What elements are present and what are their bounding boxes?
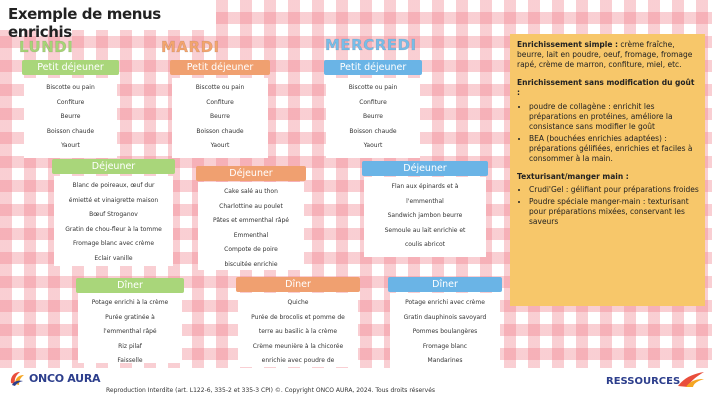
- menu-item: Crème meunière à la chicorée: [252, 342, 344, 350]
- menu-item: Eclair vanille: [94, 254, 133, 262]
- simple-enrichment-text: crème fraîche, beurre, lait en poudre, oeuf, fromage, fromage rapé, crème de marron, confiture, miel, etc.: [517, 40, 693, 69]
- menu-item: émietté et vinaigrette maison: [68, 196, 159, 204]
- menu-item: Mandarines: [427, 357, 463, 364]
- menu-item: Pommes boulangères: [412, 328, 478, 335]
- monday-dinner-list: [78, 293, 182, 363]
- onco-aura-logo-text: ONCO AURA: [29, 371, 101, 385]
- menu-item: coulis abricot: [404, 241, 446, 248]
- menu-item: Boisson chaude: [46, 127, 95, 135]
- day-monday: LUNDI: [19, 38, 74, 56]
- menu-item: Yaourt: [210, 142, 230, 149]
- menu-item: Purée de brocolis et pomme de: [251, 313, 345, 321]
- monday-breakfast-list: [24, 78, 117, 158]
- menu-item: enrichie avec poudre de: [261, 357, 335, 364]
- menu-item: Confiture: [206, 98, 234, 106]
- menu-item: Blanc de poireaux, œuf dur: [72, 182, 155, 189]
- texture-title: Texturisant/manger main :: [517, 172, 629, 181]
- nomod-enrichment-title: Enrichissement sans modification du goût :: [517, 78, 695, 97]
- menu-item: Charlottine au poulet: [219, 202, 283, 210]
- simple-enrichment: [517, 40, 699, 70]
- tuesday-dinner-list: [238, 293, 358, 367]
- tuesday-dinner-header: Dîner: [236, 277, 360, 292]
- texture-list: [517, 185, 699, 227]
- menu-item: Gratin dauphinois savoyard: [403, 313, 487, 321]
- tuesday-lunch-list: [198, 182, 304, 270]
- menu-item: l'emmenthal: [406, 197, 444, 205]
- menu-item: Fromage blanc avec crème: [72, 240, 155, 247]
- menu-item: Boisson chaude: [196, 127, 244, 135]
- menu-item: terre au basilic à la crème: [258, 328, 338, 335]
- simple-enrichment-title: Enrichissement simple :: [517, 40, 619, 49]
- menu-item: Potage enrichi avec crème: [405, 299, 485, 306]
- menu-item: Semoule au lait enrichie et: [384, 226, 466, 234]
- menu-item: biscuitée enrichie: [224, 260, 278, 268]
- menu-item: Biscotte ou pain: [348, 84, 398, 91]
- day-tuesday: MARDI: [161, 38, 220, 56]
- menu-item: Pâtes et emmenthal râpé: [213, 217, 289, 224]
- wednesday-breakfast-list: [326, 78, 420, 158]
- menu-item: Purée gratinée à: [105, 313, 155, 321]
- menu-item: Flan aux épinards et à: [391, 183, 459, 190]
- list-item: • BEA (bouchées enrichies adaptées) : préparations gélifiées, enrichies et faciles à consommer à la main.: [529, 134, 699, 164]
- menu-item: Sandwich jambon beurre: [387, 212, 463, 219]
- tuesday-lunch-header: Déjeuner: [196, 166, 306, 181]
- wednesday-dinner-header: Dîner: [388, 277, 502, 292]
- menu-item: Beurre: [60, 113, 81, 120]
- menu-item: Fromage blanc: [422, 342, 468, 350]
- monday-lunch-header: Déjeuner: [52, 159, 175, 174]
- menu-item: Biscotte ou pain: [46, 84, 95, 91]
- page-title: Exemple de menus enrichis: [0, 0, 216, 30]
- menu-item: Biscotte ou pain: [195, 84, 245, 91]
- menu-item: Potage enrichi à la crème: [91, 299, 169, 306]
- tuesday-breakfast-header: Petit déjeuner: [170, 60, 270, 75]
- wednesday-breakfast-header: Petit déjeuner: [324, 60, 422, 75]
- list-item: • Poudre spéciale manger-main : texturisant pour préparations mixées, conservant les saveurs: [529, 197, 699, 227]
- copyright-notice: Reproduction Interdite (art. L122-6, 335-2 et 335-3 CPI) ©. Copyright ONCO AURA, 2024. Tous droits réservés: [106, 387, 436, 394]
- onco-aura-logo: [8, 369, 100, 387]
- monday-dinner-header: Dîner: [76, 278, 184, 293]
- menu-item: Quiche: [287, 299, 309, 306]
- menu-item: Boisson chaude: [349, 127, 397, 135]
- menu-item: Faisselle: [117, 357, 143, 364]
- menu-item: Confiture: [359, 98, 387, 106]
- menu-item: Compote de poire: [224, 246, 278, 253]
- menu-item: Confiture: [56, 98, 85, 106]
- resources-icon: [676, 368, 706, 388]
- menu-item: Beurre: [210, 113, 230, 120]
- menu-item: Gratin de chou-fleur à la tomme: [65, 225, 162, 233]
- nomod-enrichment-list: [517, 102, 699, 164]
- onco-aura-logo-icon: [8, 369, 26, 387]
- resources-label: RESSOURCES: [606, 376, 681, 387]
- menu-item: Yaourt: [363, 142, 383, 149]
- menu-item: Yaourt: [61, 142, 80, 149]
- tuesday-breakfast-list: [172, 78, 268, 158]
- menu-item: l'emmenthal râpé: [103, 328, 157, 335]
- menu-item: Riz pilaf: [118, 342, 142, 350]
- day-wednesday: MERCREDI: [325, 36, 417, 54]
- wednesday-lunch-header: Déjeuner: [362, 161, 488, 176]
- enrichment-info-panel: [510, 34, 705, 306]
- monday-breakfast-header: Petit déjeuner: [22, 60, 119, 75]
- wednesday-lunch-list: [364, 177, 486, 257]
- menu-item: Beurre: [363, 113, 383, 120]
- menu-item: Bœuf Stroganov: [89, 211, 138, 218]
- list-item: • poudre de collagène : enrichit les préparations en protéines, améliore la consistance sans modifier le goût: [529, 102, 699, 132]
- menu-item: Emmenthal: [233, 231, 269, 239]
- list-item: • Crudi'Gel : gélifiant pour préparations froides: [529, 185, 699, 195]
- wednesday-dinner-list: [390, 293, 500, 369]
- menu-item: Cake salé au thon: [224, 188, 278, 195]
- monday-lunch-list: [54, 176, 173, 266]
